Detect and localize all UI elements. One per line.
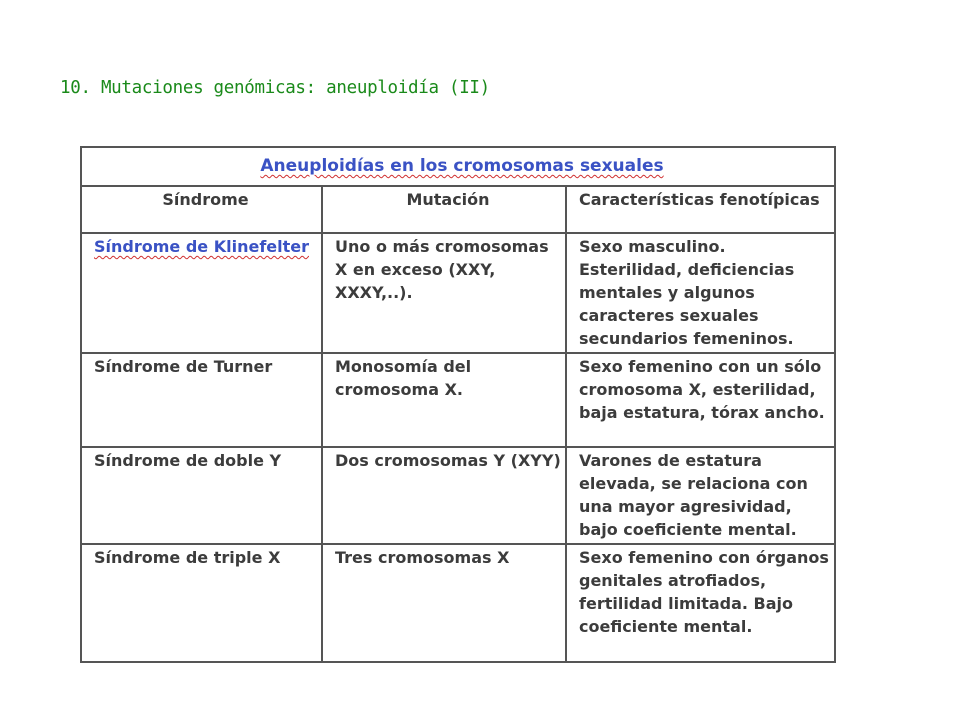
slide-title: 10. Mutaciones genómicas: aneuploidía (II) bbox=[60, 78, 490, 98]
traits-cell: Varones de estatura elevada, se relaciona con una mayor agresividad, bajo coeficiente mental. bbox=[566, 447, 835, 544]
mutation-cell: Tres cromosomas X bbox=[322, 544, 566, 662]
mutation-cell: Monosomía del cromosoma X. bbox=[322, 353, 566, 447]
header-sindrome: Síndrome bbox=[81, 186, 322, 233]
syndrome-link-klinefelter[interactable]: Síndrome de Klinefelter bbox=[94, 237, 309, 256]
mutation-cell: Uno o más cromosomas X en exceso (XXY, XXXY,..). bbox=[322, 233, 566, 353]
header-mutacion: Mutación bbox=[322, 186, 566, 233]
traits-cell: Sexo masculino. Esterilidad, deficiencias mentales y algunos caracteres sexuales secundarios femeninos. bbox=[566, 233, 835, 353]
table-title: Aneuploidías en los cromosomas sexuales bbox=[260, 156, 664, 176]
traits-cell: Sexo femenino con órganos genitales atrofiados, fertilidad limitada. Bajo coeficiente mental. bbox=[566, 544, 835, 662]
table-title-cell bbox=[81, 147, 835, 186]
mutation-cell: Dos cromosomas Y (XYY) bbox=[322, 447, 566, 544]
syndrome-cell: Síndrome de Turner bbox=[81, 353, 322, 447]
syndrome-cell: Síndrome de triple X bbox=[81, 544, 322, 662]
table-row bbox=[81, 353, 835, 447]
header-caracteristicas: Características fenotípicas bbox=[566, 186, 835, 233]
table-row bbox=[81, 233, 835, 353]
table-row bbox=[81, 544, 835, 662]
table-row bbox=[81, 447, 835, 544]
aneuploidy-table bbox=[80, 146, 836, 663]
syndrome-cell: Síndrome de doble Y bbox=[81, 447, 322, 544]
syndrome-cell[interactable] bbox=[81, 233, 322, 353]
traits-cell: Sexo femenino con un sólo cromosoma X, esterilidad, baja estatura, tórax ancho. bbox=[566, 353, 835, 447]
